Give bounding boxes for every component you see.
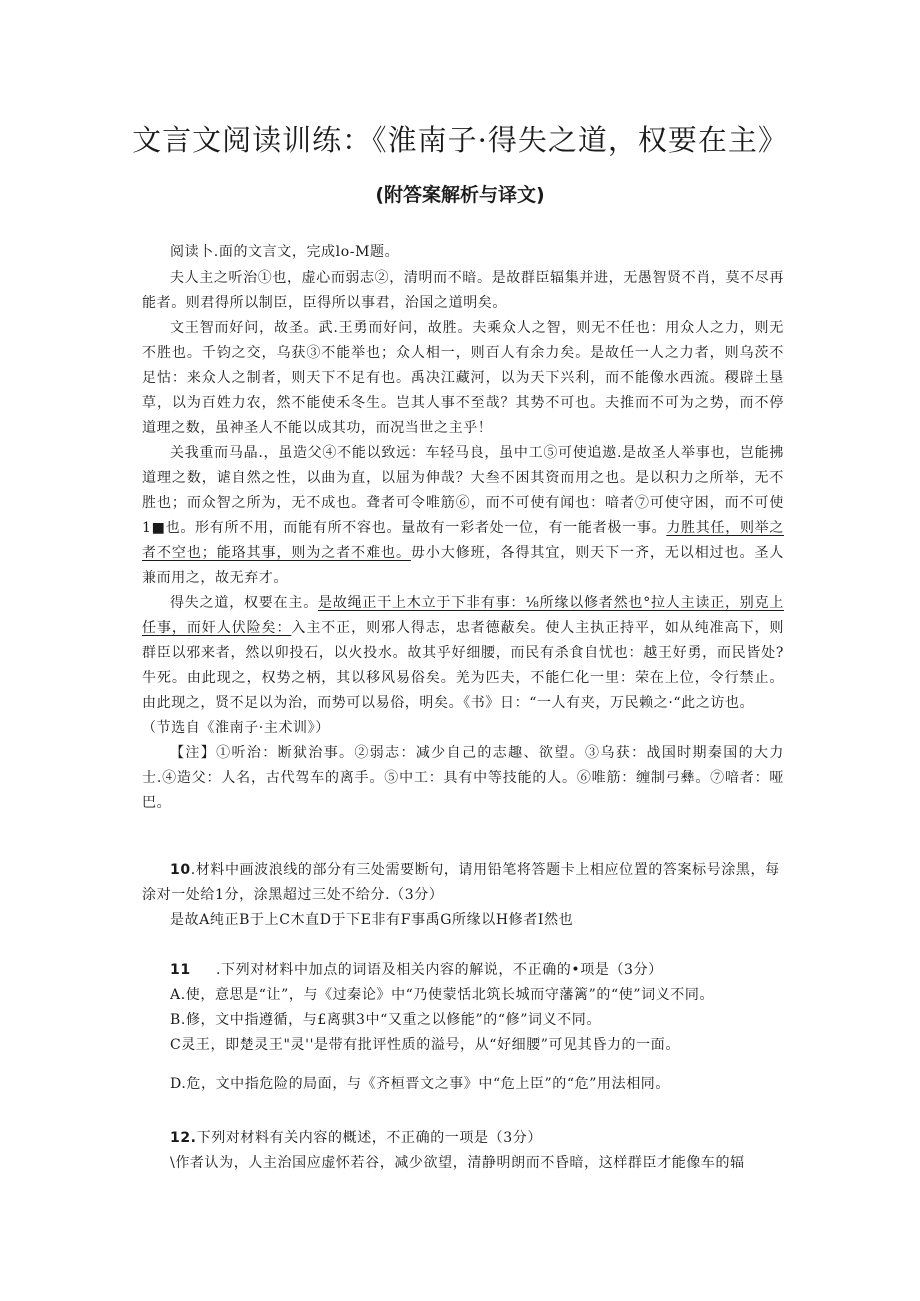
question-12-option-a: \作者认为，人主治国应虚怀若谷，减少欲望，清静明朗而不昏暗，这样群臣才能像车的辐 <box>170 1155 745 1171</box>
passage-source: （节选自《淮南子·主术训》） <box>142 720 330 736</box>
question-11-number: 11 <box>170 962 191 978</box>
passage-paragraph-4 <box>142 591 784 716</box>
question-10 <box>142 858 784 933</box>
reading-passage <box>142 240 784 816</box>
question-11-stem <box>142 958 784 983</box>
passage-intro: 阅读卜.面的文言文，完成lo-M题。 <box>170 244 400 260</box>
wavy-line-sentence: 是故绳正干上木立于下非有事：⅛所缘以修者然也°拉人主读正，别克上任事，而奸人伏险矣： <box>142 595 784 636</box>
question-12-text: 下列对材料有关内容的概述，不正确的一项是（3分） <box>196 1130 542 1146</box>
question-10-number: 10 <box>170 862 191 878</box>
paragraph-4-text-a: 得失之道，权要在主。 <box>170 595 319 611</box>
question-11-option-a: A.使，意思是“让”，与《过秦论》中“乃使蒙恬北筑长城而守藩篱”的“使”词义不同。 <box>170 987 715 1003</box>
question-10-answer-line: 是故A纯正B于上C木直D于下E非有F事禹G所缘以H修者I然也 <box>170 912 574 928</box>
underlined-sentence-1: 力胜其任，则举之者不空也；能珞其事，则为之者不难也。 <box>142 520 784 561</box>
question-12 <box>142 1126 784 1176</box>
passage-paragraph-3 <box>142 441 784 591</box>
passage-paragraph-2: 文王智而好问，故圣。武.王勇而好问，故胜。夫乘众人之智，则无不任也：用众人之力，则无不胜也。千钧之交，乌获③不能举也；众人相一，则百人有余力矣。是故任一人之力者，则乌茨不足怙：来众人之制者，则天下不足有也。禹决江藏河，以为天下兴利，而不能像水西流。稷辟土垦草，以为百姓力农，然不能使禾冬生。岂其人事不至哉？其势不可也。夫推而不可为之势，而不停道理之数，虽神圣人不能以成其功，而况当世之主乎！ <box>142 320 784 436</box>
passage-paragraph-1: 夫人主之听治①也，虚心而弱志②，清明而不暗。是故群臣辐集并进，无愚智贤不肖，莫不尽再能者。则君得所以制臣，臣得所以事君，治国之道明矣。 <box>142 270 784 311</box>
question-11-option-c: C灵王，即楚灵王"灵''是带有批评性质的溢号，从“好细腰”可见其昏力的一面。 <box>170 1037 680 1053</box>
question-11-option-b: B.修，文中指遵循，与£离骐3中“又重之以修能”的“修”词义不同。 <box>170 1012 601 1028</box>
question-11 <box>142 958 784 1097</box>
question-12-number: 12. <box>170 1130 197 1146</box>
question-10-stem <box>142 858 784 908</box>
question-11-option-d: D.危，文中指危险的局面，与《齐桓晋文之事》中“危上臣”的“危”用法相同。 <box>170 1076 671 1092</box>
paragraph-3-text-a: 关我重而马晶.，虽造父④不能以致远：车轻马良，虽中工⑤可使追遨.是故圣人举事也，岂能拂道理之数，谑自然之性，以曲为直，以屈为伸哉？大叁不困其资而用之也。是以积力之所举，无不胜也；而众智之所为，无不成也。聋者可令唯筋⑥，而不可使有闻也：喑者⑦可使守困，而不可使1■也。形有所不用，而能有所不容也。量故有一彩者处一位，有一能者极一事。 <box>142 445 784 536</box>
question-12-stem <box>142 1126 784 1151</box>
document-title: 文言文阅读训练：《淮南子·得失之道，权要在主》 <box>132 123 788 157</box>
passage-notes: 【注】①听治：断狱治事。②弱志：减少自己的志趣、欲望。③乌获：战国时期秦国的大力士.④造父：人名，古代驾车的离手。⑤中工：具有中等技能的人。⑥唯筋：缠制弓彝。⑦喑者：哑巴。 <box>142 745 784 811</box>
question-10-text: .材料中画波浪线的部分有三处需要断句，请用铅笔将答题卡上相应位置的答案标号涂黑，每涂对一处给1分，涂黑超过三处不给分.（3分） <box>142 862 780 903</box>
paragraph-3-text-b: 毋小大修班，各得其宜，则天下一齐，无以相过也。圣人兼而用之，故无弃才。 <box>142 545 784 586</box>
paragraph-4-text-b: 入主不正，则邪人得志，忠者德蔽矣。使人主执正持平，如从纯准高下，则群臣以邪来者，然以卯投石，以火投水。故其乎好细腰，而民有杀食自忧也：越王好勇，而民皆处?牛死。由此现之，权势之柄，其以移风易俗矣。羌为匹夫，不能仁化一里：荣在上位，令行禁止。由此现之，贤不足以为治，而势可以易俗，明矣。《书》日：“一人有夹，万民赖之·“此之访也。 <box>142 620 784 711</box>
document-subtitle: (附答案解析与译文) <box>375 184 545 206</box>
question-11-text: .下列对材料中加点的词语及相关内容的解说，不正确的•项是（3分） <box>215 962 663 978</box>
